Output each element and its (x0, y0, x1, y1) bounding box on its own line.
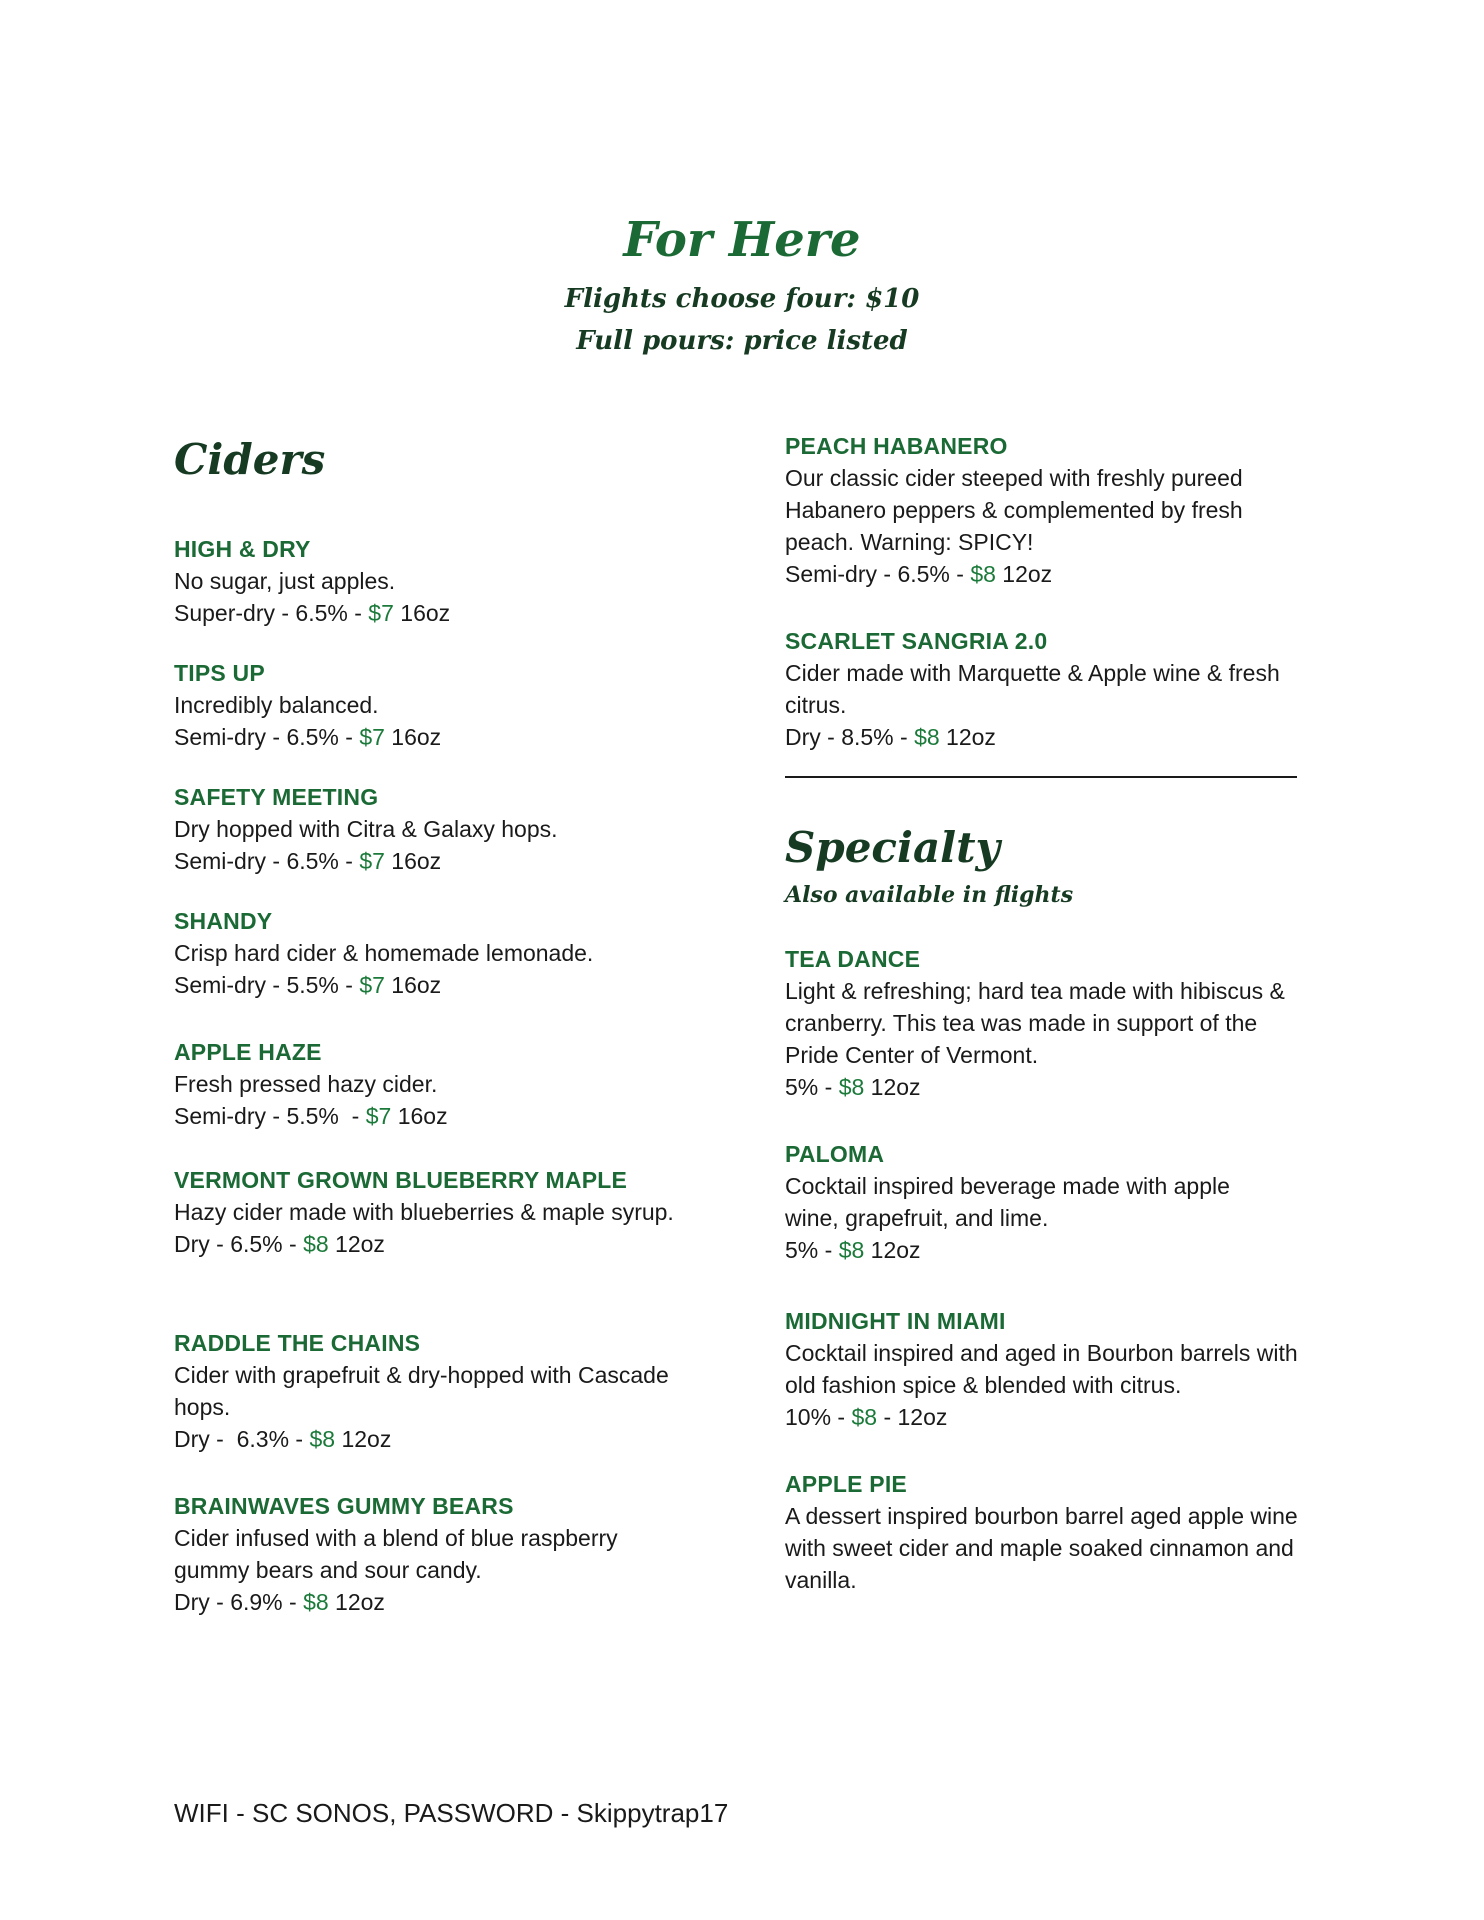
menu-item (785, 1138, 1285, 1266)
item-spec: Dry - 8.5% - $8 12oz (785, 724, 996, 750)
item-spec: Dry - 6.3% - $8 12oz (174, 1426, 392, 1452)
item-description: Fresh pressed hazy cider. (174, 1071, 438, 1097)
item-name: SAFETY MEETING (174, 784, 379, 810)
item-spec: Semi-dry - 5.5% - $7 16oz (174, 972, 442, 998)
item-name: HIGH & DRY (174, 536, 311, 562)
item-name: SHANDY (174, 908, 273, 934)
menu-item (174, 533, 734, 629)
menu-header (0, 208, 1484, 362)
item-name: RADDLE THE CHAINS (174, 1330, 421, 1356)
specialty-subtitle: Also available in flights (785, 882, 1074, 908)
item-price: $7 (368, 600, 394, 626)
item-description: Cider with grapefruit & dry-hopped with Cascade hops. (174, 1362, 669, 1420)
item-description: Hazy cider made with blueberries & maple syrup. (174, 1199, 674, 1225)
item-spec: Semi-dry - 5.5% - $7 16oz (174, 1103, 448, 1129)
item-description: Cider infused with a blend of blue raspberry gummy bears and sour candy. (174, 1525, 618, 1583)
item-price: $8 (303, 1589, 329, 1615)
item-name: TIPS UP (174, 660, 265, 686)
item-spec: Semi-dry - 6.5% - $8 12oz (785, 561, 1053, 587)
item-spec: 10% - $8 - 12oz (785, 1404, 948, 1430)
item-description: Cider made with Marquette & Apple wine & fresh citrus. (785, 660, 1280, 718)
item-spec: 5% - $8 12oz (785, 1237, 921, 1263)
item-name: MIDNIGHT IN MIAMI (785, 1308, 1006, 1334)
flights-note: Flights choose four: $10 (564, 284, 920, 314)
section-divider (785, 776, 1297, 778)
menu-item (174, 1164, 694, 1260)
section-title-ciders: Ciders (174, 435, 326, 484)
item-name: PALOMA (785, 1141, 885, 1167)
menu-item (785, 1305, 1305, 1433)
item-description: Incredibly balanced. (174, 692, 379, 718)
full-pours-note: Full pours: price listed (576, 326, 908, 356)
item-name: APPLE HAZE (174, 1039, 322, 1065)
item-description: Cocktail inspired beverage made with apple wine, grapefruit, and lime. (785, 1173, 1230, 1231)
item-price: $8 (303, 1231, 329, 1257)
menu-item (174, 905, 734, 1001)
item-price: $8 (851, 1404, 878, 1430)
item-price: $8 (838, 1074, 865, 1100)
item-name: TEA DANCE (785, 946, 921, 972)
item-name: PEACH HABANERO (785, 433, 1008, 459)
item-name: APPLE PIE (785, 1471, 907, 1497)
menu-item (174, 781, 734, 877)
item-spec: 5% - $8 12oz (785, 1074, 921, 1100)
item-price: $7 (365, 1103, 392, 1129)
item-description: Crisp hard cider & homemade lemonade. (174, 940, 594, 966)
menu-item (785, 625, 1325, 753)
item-price: $8 (838, 1237, 865, 1263)
item-spec: Super-dry - 6.5% - $7 16oz (174, 600, 451, 626)
item-spec: Dry - 6.9% - $8 12oz (174, 1589, 385, 1615)
item-price: $8 (970, 561, 996, 587)
item-name: VERMONT GROWN BLUEBERRY MAPLE (174, 1167, 628, 1193)
menu-item (174, 1036, 734, 1132)
wifi-info: WIFI - SC SONOS, PASSWORD - Skippytrap17 (174, 1798, 729, 1828)
item-name: SCARLET SANGRIA 2.0 (785, 628, 1048, 654)
menu-item (785, 1468, 1305, 1596)
item-price: $7 (359, 724, 385, 750)
item-description: Our classic cider steeped with freshly pureed Habanero peppers & complemented by fresh peach. Warning: SPICY! (785, 465, 1243, 555)
menu-item (785, 943, 1315, 1103)
item-description: No sugar, just apples. (174, 568, 396, 594)
item-price: $7 (359, 972, 385, 998)
menu-item (174, 1327, 724, 1455)
item-description: A dessert inspired bourbon barrel aged apple wine with sweet cider and maple soaked cinnamon and vanilla. (785, 1503, 1298, 1593)
item-spec: Semi-dry - 6.5% - $7 16oz (174, 724, 442, 750)
item-description: Cocktail inspired and aged in Bourbon barrels with old fashion spice & blended with citrus. (785, 1340, 1298, 1398)
item-price: $8 (309, 1426, 336, 1452)
item-price: $7 (359, 848, 385, 874)
menu-item (785, 430, 1305, 590)
section-title-specialty: Specialty (785, 823, 1000, 872)
page-title: For Here (623, 212, 861, 268)
menu-item (174, 657, 734, 753)
item-spec: Dry - 6.5% - $8 12oz (174, 1231, 385, 1257)
item-name: BRAINWAVES GUMMY BEARS (174, 1493, 514, 1519)
menu-item (174, 1490, 694, 1618)
item-spec: Semi-dry - 6.5% - $7 16oz (174, 848, 442, 874)
item-description: Light & refreshing; hard tea made with hibiscus & cranberry. This tea was made in support of the Pride Center of Vermont. (785, 978, 1285, 1068)
item-price: $8 (914, 724, 940, 750)
item-description: Dry hopped with Citra & Galaxy hops. (174, 816, 558, 842)
